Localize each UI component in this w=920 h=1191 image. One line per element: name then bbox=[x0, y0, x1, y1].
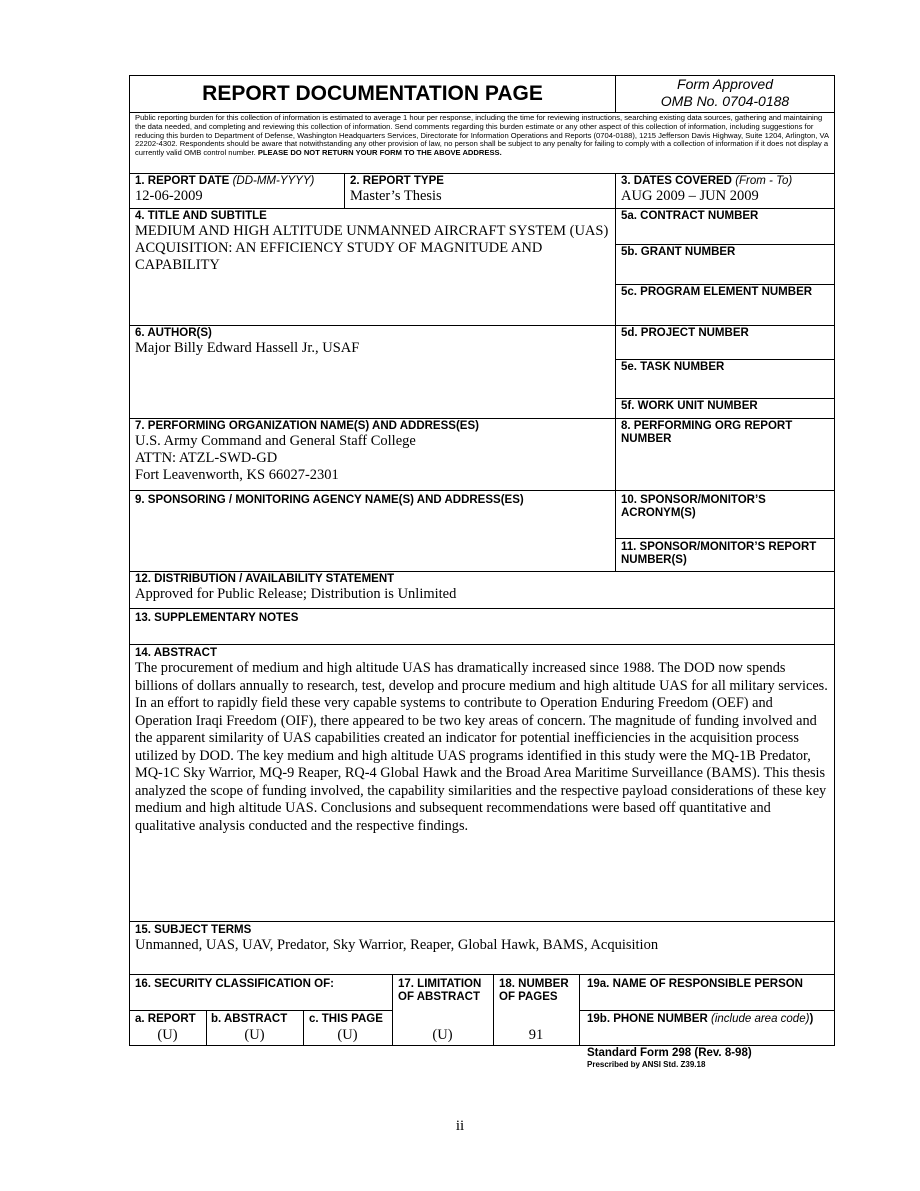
phone-label: 19b. PHONE NUMBER (include area code)) bbox=[587, 1013, 814, 1025]
performing-org-line3[interactable]: Fort Leavenworth, KS 66027-2301 bbox=[135, 467, 339, 483]
subject-terms-value[interactable]: Unmanned, UAS, UAV, Predator, Sky Warrior, Reaper, Global Hawk, BAMS, Acquisition bbox=[135, 937, 659, 953]
report-type-label: 2. REPORT TYPE bbox=[350, 175, 444, 187]
divider bbox=[615, 284, 835, 285]
grant-number-label: 5b. GRANT NUMBER bbox=[621, 246, 736, 258]
burden-emphasis: PLEASE DO NOT RETURN YOUR FORM TO THE ABOVE ADDRESS. bbox=[257, 148, 502, 158]
num-pages-label: 18. NUMBER OF PAGES bbox=[499, 978, 569, 1003]
project-number-label: 5d. PROJECT NUMBER bbox=[621, 327, 749, 339]
performing-org-label: 7. PERFORMING ORGANIZATION NAME(S) AND ADDRESS(ES) bbox=[135, 420, 479, 432]
divider bbox=[344, 173, 345, 208]
authors-cell bbox=[135, 327, 611, 357]
divider bbox=[129, 608, 835, 609]
divider bbox=[129, 1010, 392, 1011]
form-border-left bbox=[129, 75, 130, 1046]
divider bbox=[615, 244, 835, 245]
dates-covered-cell bbox=[621, 175, 831, 205]
security-classification-label: 16. SECURITY CLASSIFICATION OF: bbox=[135, 978, 334, 990]
divider bbox=[615, 538, 835, 539]
limitation-label: 17. LIMITATION OF ABSTRACT bbox=[398, 978, 482, 1003]
divider bbox=[129, 571, 835, 572]
divider bbox=[129, 325, 835, 326]
security-page-label: c. THIS PAGE bbox=[309, 1013, 383, 1025]
security-report-value[interactable]: (U) bbox=[157, 1027, 178, 1043]
authors-value[interactable]: Major Billy Edward Hassell Jr., USAF bbox=[135, 340, 360, 356]
title-cell bbox=[135, 210, 611, 274]
divider bbox=[129, 208, 835, 209]
form-title: REPORT DOCUMENTATION PAGE bbox=[202, 81, 543, 105]
standard-form-footer bbox=[587, 1047, 752, 1070]
divider bbox=[129, 974, 835, 975]
distribution-cell bbox=[135, 573, 829, 603]
divider bbox=[129, 418, 835, 419]
divider bbox=[129, 644, 835, 645]
omb-approval-cell bbox=[616, 76, 834, 112]
performing-report-label: 8. PERFORMING ORG REPORT NUMBER bbox=[621, 420, 793, 445]
subject-terms-label: 15. SUBJECT TERMS bbox=[135, 924, 252, 936]
form-title-cell bbox=[129, 75, 616, 112]
subject-terms-cell bbox=[135, 924, 829, 954]
authors-label: 6. AUTHOR(S) bbox=[135, 327, 212, 339]
security-abstract-label: b. ABSTRACT bbox=[211, 1013, 288, 1025]
burden-statement bbox=[135, 114, 829, 158]
sponsor-report-label: 11. SPONSOR/MONITOR’S REPORT NUMBER(S) bbox=[621, 541, 817, 566]
limitation-value[interactable]: (U) bbox=[432, 1027, 453, 1043]
divider bbox=[579, 1010, 835, 1011]
task-number-label: 5e. TASK NUMBER bbox=[621, 361, 725, 373]
burden-text: Public reporting burden for this collection of information is estimated to average 1 hour per response, including the time for reviewing instructions, searching existing data sources, gathering and maintaining the data needed, and completing and reviewing this collection of information. Send comments regarding this burden estimate or any other aspect of this collection of information, including suggestions for reducing this burden to Department of Defense, Washington Headquarters Services, Directorate for Information Operations and Reports (0704-0188), 1215 Jefferson Davis Highway, Suite 1204, Arlington, VA 22202-4302. Respondents should be aware that notwithstanding any other provision of law, no person shall be subject to any penalty for failing to comply with a collection of information if it does not display a currently valid OMB control number. bbox=[135, 113, 829, 158]
title-value[interactable]: MEDIUM AND HIGH ALTITUDE UNMANNED AIRCRAFT SYSTEM (UAS) ACQUISITION: AN EFFICIENCY STUDY OF MAGNITUDE AND CAPABILITY bbox=[135, 223, 609, 273]
form-border-right bbox=[834, 75, 835, 1046]
performing-org-line1[interactable]: U.S. Army Command and General Staff College bbox=[135, 433, 416, 449]
dates-covered-label: 3. DATES COVERED (From - To) bbox=[621, 175, 793, 187]
distribution-value[interactable]: Approved for Public Release; Distribution is Unlimited bbox=[135, 586, 457, 602]
page-number: ii bbox=[455, 1118, 465, 1134]
divider bbox=[615, 359, 835, 360]
report-date-cell bbox=[135, 175, 345, 205]
form-border-bottom bbox=[129, 1045, 835, 1046]
report-type-cell bbox=[350, 175, 610, 205]
form-approved-text: Form Approved bbox=[677, 76, 773, 92]
title-label: 4. TITLE AND SUBTITLE bbox=[135, 210, 267, 222]
standard-form-text: Standard Form 298 (Rev. 8-98) bbox=[587, 1047, 752, 1059]
report-type-value[interactable]: Master’s Thesis bbox=[350, 188, 442, 204]
divider bbox=[129, 921, 835, 922]
divider bbox=[129, 490, 835, 491]
dates-covered-value[interactable]: AUG 2009 – JUN 2009 bbox=[621, 188, 759, 204]
contract-number-label: 5a. CONTRACT NUMBER bbox=[621, 210, 759, 222]
supplementary-label: 13. SUPPLEMENTARY NOTES bbox=[135, 612, 299, 624]
sponsoring-agency-label: 9. SPONSORING / MONITORING AGENCY NAME(S) AND ADDRESS(ES) bbox=[135, 494, 524, 506]
responsible-person-label: 19a. NAME OF RESPONSIBLE PERSON bbox=[587, 978, 803, 990]
program-element-label: 5c. PROGRAM ELEMENT NUMBER bbox=[621, 286, 813, 298]
sponsor-acronym-label: 10. SPONSOR/MONITOR’S ACRONYM(S) bbox=[621, 494, 766, 519]
report-date-value[interactable]: 12-06-2009 bbox=[135, 188, 203, 204]
report-date-label: 1. REPORT DATE (DD-MM-YYYY) bbox=[135, 175, 315, 187]
num-pages-value[interactable]: 91 bbox=[528, 1027, 544, 1043]
security-abstract-value[interactable]: (U) bbox=[244, 1027, 265, 1043]
security-report-label: a. REPORT bbox=[135, 1013, 196, 1025]
security-page-value[interactable]: (U) bbox=[337, 1027, 358, 1043]
prescribed-text: Prescribed by ANSI Std. Z39.18 bbox=[587, 1060, 706, 1069]
omb-number-text: OMB No. 0704-0188 bbox=[660, 93, 790, 109]
divider bbox=[615, 398, 835, 399]
work-unit-label: 5f. WORK UNIT NUMBER bbox=[621, 400, 758, 412]
performing-org-line2[interactable]: ATTN: ATZL-SWD-GD bbox=[135, 450, 278, 466]
abstract-label: 14. ABSTRACT bbox=[135, 647, 217, 659]
performing-org-cell bbox=[135, 420, 611, 484]
distribution-label: 12. DISTRIBUTION / AVAILABILITY STATEMENT bbox=[135, 573, 395, 585]
abstract-cell bbox=[135, 647, 829, 835]
abstract-text[interactable]: The procurement of medium and high altitude UAS has dramatically increased since 1988. The DOD now spends billions of dollars annually to research, test, develop and procure medium and high altitude UAS for all military services. In an effort to rapidly field these very capable systems to contribute to Operation Enduring Freedom (OEF) and Operation Iraqi Freedom (OIF), there appeared to be two key areas of concern. The magnitude of funding involved and the apparent similarity of UAS capabilities created an indicator for potential inefficiencies in the acquisition process utilized by DOD. The key medium and high altitude UAS programs identified in this study were the MQ-1B Predator, MQ-1C Sky Warrior, MQ-9 Reaper, RQ-4 Global Hawk and the Broad Area Maritime Surveillance (BAMS). This thesis analyzed the scope of funding involved, the capability similarities and the respective payload considerations of these key medium and high altitude UAS. Conclusions and subsequent recommendations were based off quantitative and qualitative analysis conducted and the respective findings. bbox=[135, 660, 828, 834]
divider bbox=[615, 173, 616, 572]
divider bbox=[129, 173, 835, 174]
